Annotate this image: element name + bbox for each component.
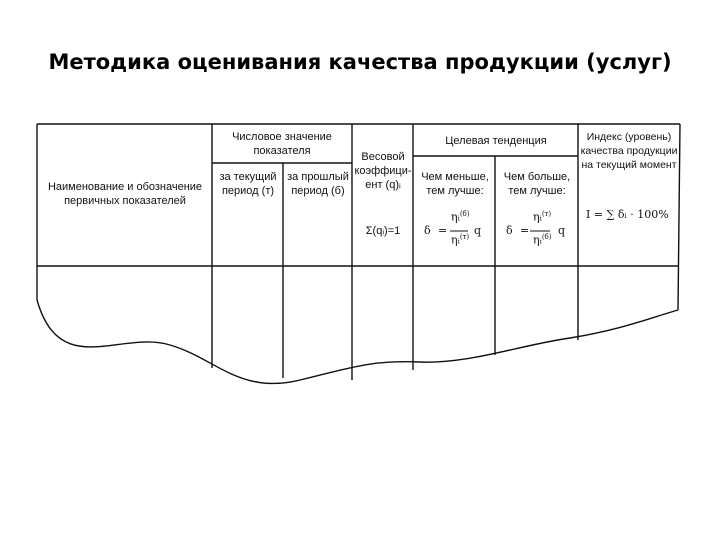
header-name-line2: первичных показателей: [64, 195, 186, 207]
header-previous-line2: период (б): [291, 185, 345, 197]
formula-less-num-symbol: ηᵢ: [451, 210, 460, 224]
header-weight: [354, 150, 412, 192]
formula-less-den-symbol: ηᵢ: [451, 233, 460, 247]
formula-more-eq: =: [520, 224, 530, 237]
formula-less-num-sup: (б): [459, 210, 470, 218]
header-target: Целевая тенденция: [445, 135, 547, 147]
header-numeric-line2: показателя: [253, 145, 311, 157]
header-less-line2: тем лучше:: [426, 185, 484, 197]
header-current-line2: период (т): [221, 185, 275, 197]
header-index-line3: на текущий момент: [581, 159, 677, 171]
header-current-line1: за текущий: [219, 171, 277, 183]
formula-less-den-sup: (т): [459, 233, 470, 241]
tear-wave: [37, 300, 678, 384]
header-weight-line3: ент (q)ᵢ: [365, 179, 401, 191]
formula-more-den: [533, 233, 552, 247]
header-less: [415, 170, 495, 198]
header-weight-line1: Весовой: [361, 151, 405, 163]
formula-more-den-symbol: ηᵢ: [533, 233, 542, 247]
formula-more-lhs: δ: [506, 224, 513, 237]
header-name-line1: Наименование и обозначение: [47, 181, 203, 193]
formula-less-eq: =: [438, 224, 448, 237]
header-numeric-line1: Числовое значение: [232, 131, 332, 143]
header-more: [497, 170, 577, 198]
formula-more: [506, 206, 576, 252]
formula-index: I = ∑ δᵢ · 100%: [586, 208, 669, 221]
header-index-line2: качества продукции: [580, 145, 678, 157]
header-numeric: [214, 130, 350, 158]
header-less-line1: Чем меньше,: [421, 171, 489, 183]
formula-less: [424, 206, 494, 252]
formula-less-den: [451, 233, 469, 247]
formula-more-q: q: [558, 224, 566, 237]
header-previous: [285, 170, 351, 198]
formula-more-num-sup: (т): [541, 210, 552, 218]
header-index-line1: Индекс (уровень): [586, 131, 672, 143]
header-name: [40, 180, 210, 208]
table-right-border: [678, 124, 680, 310]
header-more-line1: Чем больше,: [503, 171, 571, 183]
header-more-line2: тем лучше:: [508, 185, 566, 197]
formula-more-den-sup: (б): [541, 233, 552, 241]
formula-less-num: [451, 210, 470, 224]
formula-less-lhs: δ: [424, 224, 431, 237]
weight-sum: Σ(qᵢ)=1: [365, 225, 401, 237]
header-current: [214, 170, 282, 198]
header-previous-line1: за прошлый: [287, 171, 349, 183]
formula-less-q: q: [474, 224, 482, 237]
slide-title: Методика оценивания качества продукции (услуг): [48, 50, 672, 74]
formula-more-num: [533, 210, 551, 224]
header-weight-line2: коэффици-: [354, 165, 412, 177]
header-index: [580, 130, 678, 172]
formula-more-num-symbol: ηᵢ: [533, 210, 542, 224]
